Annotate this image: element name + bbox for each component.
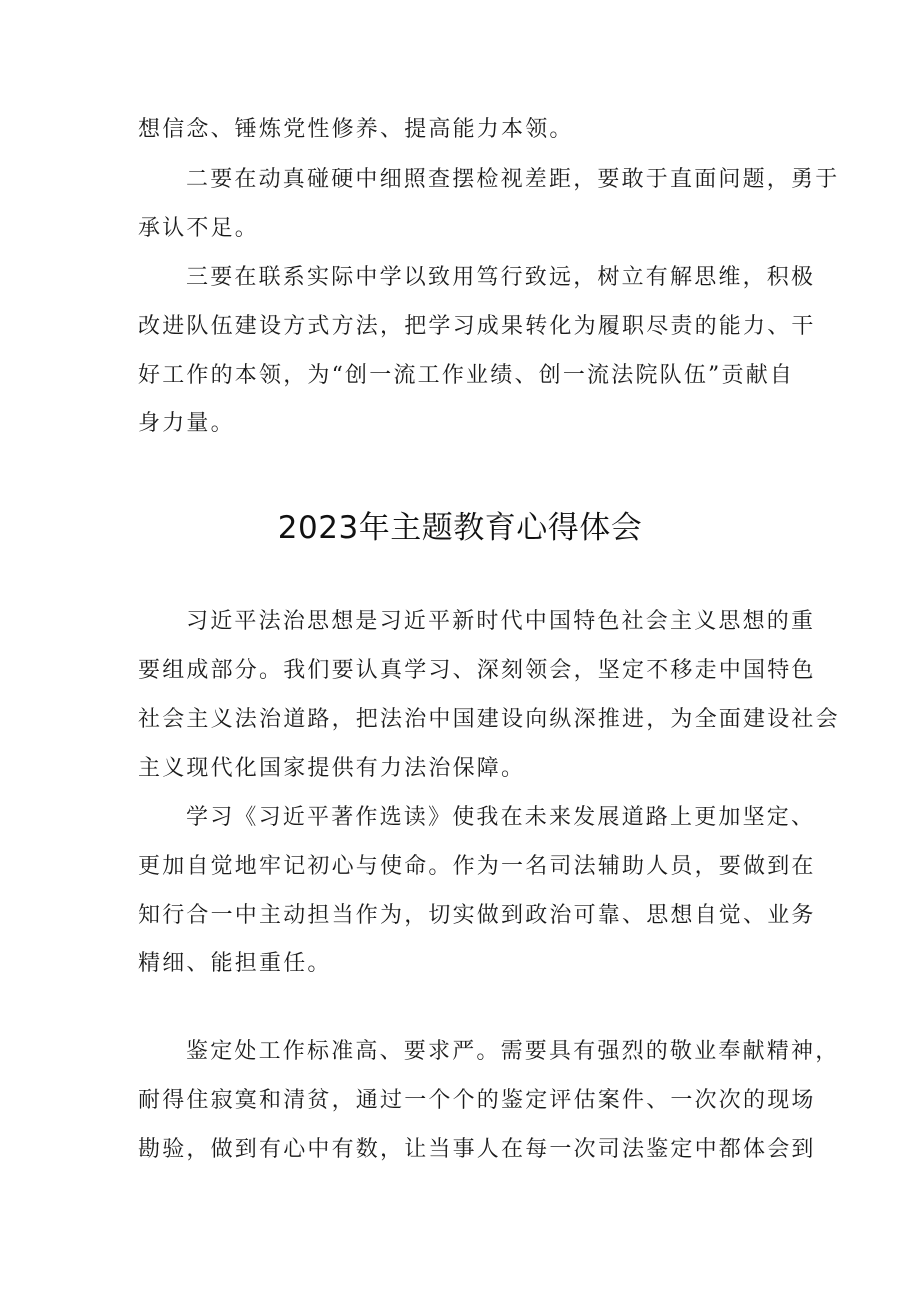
text-line: 主义现代化国家提供有力法治保障。	[138, 756, 526, 781]
text-line: 改进队伍建设方式方法，把学习成果转化为履职尽责的能力、干	[138, 314, 816, 339]
text-line: 好工作的本领，为“创一流工作业绩、创一流法院队伍”贡献自	[138, 363, 795, 388]
text-line: 二要在动真碰硬中细照查摆检视差距，要敢于直面问题，勇于	[186, 167, 840, 192]
text-line: 更加自觉地牢记初心与使命。作为一名司法辅助人员，要做到在	[138, 854, 816, 879]
text-line: 勘验，做到有心中有数，让当事人在每一次司法鉴定中都体会到	[138, 1137, 816, 1162]
text-line: 鉴定处工作标准高、要求严。需要具有强烈的敬业奉献精神，	[186, 1039, 840, 1064]
text-line: 耐得住寂寞和清贫，通过一个个的鉴定评估案件、一次次的现场	[138, 1088, 816, 1113]
text-line: 社会主义法治道路，把法治中国建设向纵深推进，为全面建设社会	[138, 707, 840, 732]
text-line: 要组成部分。我们要认真学习、深刻领会，坚定不移走中国特色	[138, 658, 816, 683]
text-line: 学习《习近平著作选读》使我在未来发展道路上更加坚定、	[186, 805, 816, 830]
text-line: 三要在联系实际中学以致用笃行致远，树立有解思维，积极	[186, 265, 816, 290]
text-line: 精细、能担重任。	[138, 951, 332, 976]
text-line: 身力量。	[138, 411, 235, 436]
text-line: 承认不足。	[138, 216, 260, 241]
text-line: 习近平法治思想是习近平新时代中国特色社会主义思想的重	[186, 609, 816, 634]
document-title: 2023年主题教育心得体会	[277, 510, 643, 546]
text-line: 知行合一中主动担当作为，切实做到政治可靠、思想自觉、业务	[138, 903, 816, 928]
text-line: 想信念、锤炼党性修养、提高能力本领。	[138, 117, 574, 142]
